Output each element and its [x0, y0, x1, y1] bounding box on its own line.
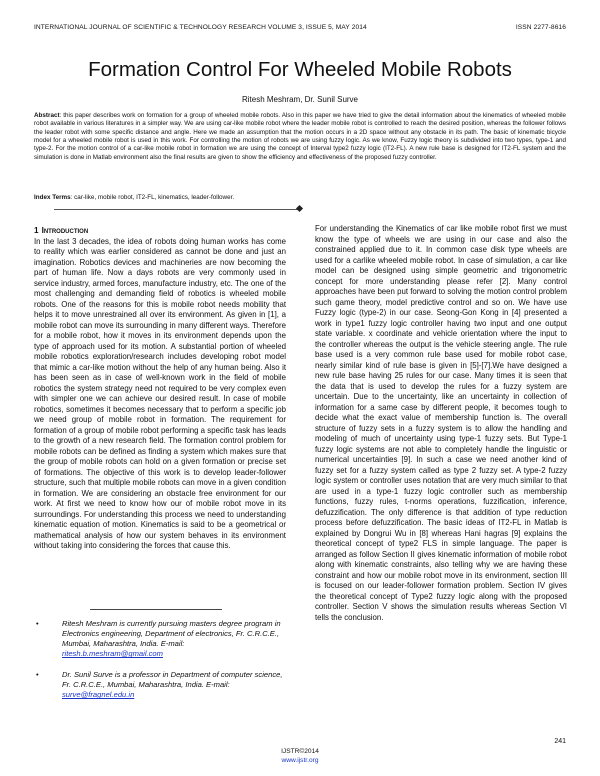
- left-column: [34, 226, 286, 552]
- running-header: [34, 24, 566, 31]
- footnote-text: Dr. Sunil Surve is a professor in Department of computer science, Fr. C.R.C.E., Mumbai, Maharashtra, India. E-mail:: [62, 670, 283, 690]
- index-terms-label: Index Terms: [34, 194, 71, 201]
- page-footer: [0, 748, 600, 765]
- bullet-icon: •: [36, 619, 39, 628]
- issn: ISSN 2277-8616: [515, 24, 566, 31]
- index-terms: [34, 194, 566, 201]
- section-number: 1: [34, 226, 39, 235]
- divider-diamond-icon: [296, 205, 303, 212]
- copyright-code: IJSTR©2014: [281, 748, 319, 755]
- intro-paragraph-left: In the last 3 decades, the idea of robots doing human works has come to reality which was earlier considered as cannot be done and just an imagination. Robotics devices and machineries are now becoming the part of human life. Now a days robots are very commonly used in service industry, armed forces, manufacture industry, etc. The one of the most challenging and demanding field of robotics is wheeled mobile robots. One of the reasons for this is mobile robot needs mobility that helps it to move unrestrained all over its environment. As given in [1], a mobile robot can move its surrounding in many different ways. Therefore for a mobile robot, how it moves in its environment depends upon the type of approach used for its motion. A substantial portion of wheeled mobile robotics exploration/research includes developing robot model that mimic a car-like motion without the help of any human being. Also it has been seen as in case of well-known work in the field of mobile robotics the system strategy need not required to be very complex even with simpler one we can achieve our desired result. In case of mobile robotics, sometimes it becomes necessary that to perform a specific job we need group of mobile robot in formation. The requirement for formation of a group of mobile robot performing a specific task has leads to the growth of a new research field. The formation control problem for mobile robots can be defined as finding a system which makes sure that the group of mobile robots can hold on a given formation or precise set of formations. The objective of this work is to develop leader-follower structure, such that multiple mobile robots can move in a given condition in formation. We are considering an obstacle free environment for our work. At first we need to know how our of mobile robot move in its surroundings. For understanding this process we need to understanding kinematic equation of motion. Kinematics is said to be a geometrical or mathematical analysis of how our system behaves in its environment without taking into considering the forces that cause this.: [34, 236, 286, 550]
- author-list: Ritesh Meshram, Dr. Sunil Surve: [241, 95, 359, 104]
- author-email-link[interactable]: ritesh.b.meshram@gmail.com: [62, 649, 163, 659]
- index-terms-text: : car-like, mobile robot, IT2-FL, kinematics, leader-follower.: [70, 194, 235, 201]
- footnote-item: [36, 670, 286, 700]
- abstract: [34, 112, 566, 162]
- section-heading: [34, 226, 286, 237]
- section-divider: [54, 209, 300, 210]
- paper-title: Formation Control For Wheeled Mobile Robots: [88, 58, 512, 81]
- footnote-item: [36, 619, 286, 659]
- intro-paragraph-right: For understanding the Kinematics of car like mobile robot first we must know the type of wheels we are using in our case and also the constrained applied due to it. In common case disk type wheels are used for a carlike wheeled mobile robot. In case of simulation, a car like model can be designed using simple geometric and trigonometric concept for more understanding please refer [2]. Many control approaches have been put forward to solving the motion control problem such game theory, model predictive control and so on. We have use Fuzzy logic (type-2) in our case. Seong-Gon Kong in [4] presented a work in type1 fuzzy logic controller having two input and one output state variable. x coordinate and vehicle orientation where the input to the controller whereas the output is the vehicle steering angle. The rule base used is a very common rule base used for mobile robot case, nearly similar kind of rule base is given in [5]-[7].We have designed a new rule base having 25 rules for our case. Many times it is seen that the data that is used to develop the rules for a fuzzy system are uncertain. Due to the uncertainty, like an uncertainty in collection of information for a same case by different people, it becomes tough to decide what the exact value of membership function is. The overall structure of fuzzy sets in a fuzzy system is to allow the handling and modeling of much of uncertainty using type-1 fuzzy sets. But Type-1 fuzzy logic systems are not able to completely handle the linguistic or numerical uncertainties [9]. In such a case we need another kind of fuzzy set for a fuzzy system called as type 2 fuzzy set. A type-2 fuzzy logic system or controller uses notation that are very much similar to that are used in a type-1 fuzzy logic controller such as membership functions, fuzzy rules, t-norms operations, fuzzification, inference, defuzzification. The only difference is that addition of type reduction process before defuzzification. The basic ideas of IT2-FL in Matlab is explained by Dongrui Wu in [8] whereas Hani hagras [9] explains the theoretical concept of type2 FLS in simple language. The paper is arranged as follow Section II gives kinematic information of mobile robot along with kinematic constraints, also telling why we are having these constraint and how our mobile robot move in its environment, section III is focused on our leader-follower formation problem. Section IV gives the theoretical concept of Type2 fuzzy logic along with the proposed controller. Section V shows the simulation results whereas Section VI tells the conclusion.: [315, 224, 567, 622]
- journal-name: INTERNATIONAL JOURNAL OF SCIENTIFIC & TECHNOLOGY RESEARCH VOLUME 3, ISSUE 5, MAY 2014: [34, 24, 367, 31]
- bullet-icon: •: [36, 670, 39, 679]
- right-column: [315, 224, 567, 623]
- abstract-label: Abstract: [34, 112, 60, 119]
- section-title: Introduction: [41, 226, 89, 235]
- author-email-link[interactable]: surve@fragnel.edu.in: [62, 690, 135, 700]
- footnote-rule: [90, 609, 222, 610]
- journal-url-link[interactable]: www.ijstr.org: [281, 756, 319, 764]
- page-number: 241: [554, 738, 566, 745]
- footnote-text: Ritesh Meshram is currently pursuing masters degree program in Electronics engineering, Department of electronics, Fr. C.R.C.E., Mumbai, Maharashtra, India. E-mail:: [62, 619, 281, 649]
- abstract-text: : this paper describes work on formation for a group of wheeled mobile robots. Also in this paper we have tried to give the detail information about the kinematics of wheeled mobile robot available in various literatures in a simpler way. We are using car-like mobile robot where the leader mobile robot is controlled to reach the desired position, whereas the follower follows the leader robot with some specific distance and angle. Here we made an assumption that the motion occurs in a 2D space without any obstacle in its path. The basic of kinematic bicycle model for a wheeled mobile robot is used in this work. For controlling the motion of robots we are using fuzzy logic. As we know, Fuzzy logic theory is subdivided into two types, type-1 and type-2. For the motion control of a car-like mobile robot in formation we are using the concept of Interval type2 fuzzy logic (IT2-FL). A new rule base is designed for IT2-FL system and the simulation is done in Matlab environment also the final results are given to show the efficiency and effectiveness of the proposed fuzzy controller.: [34, 112, 566, 161]
